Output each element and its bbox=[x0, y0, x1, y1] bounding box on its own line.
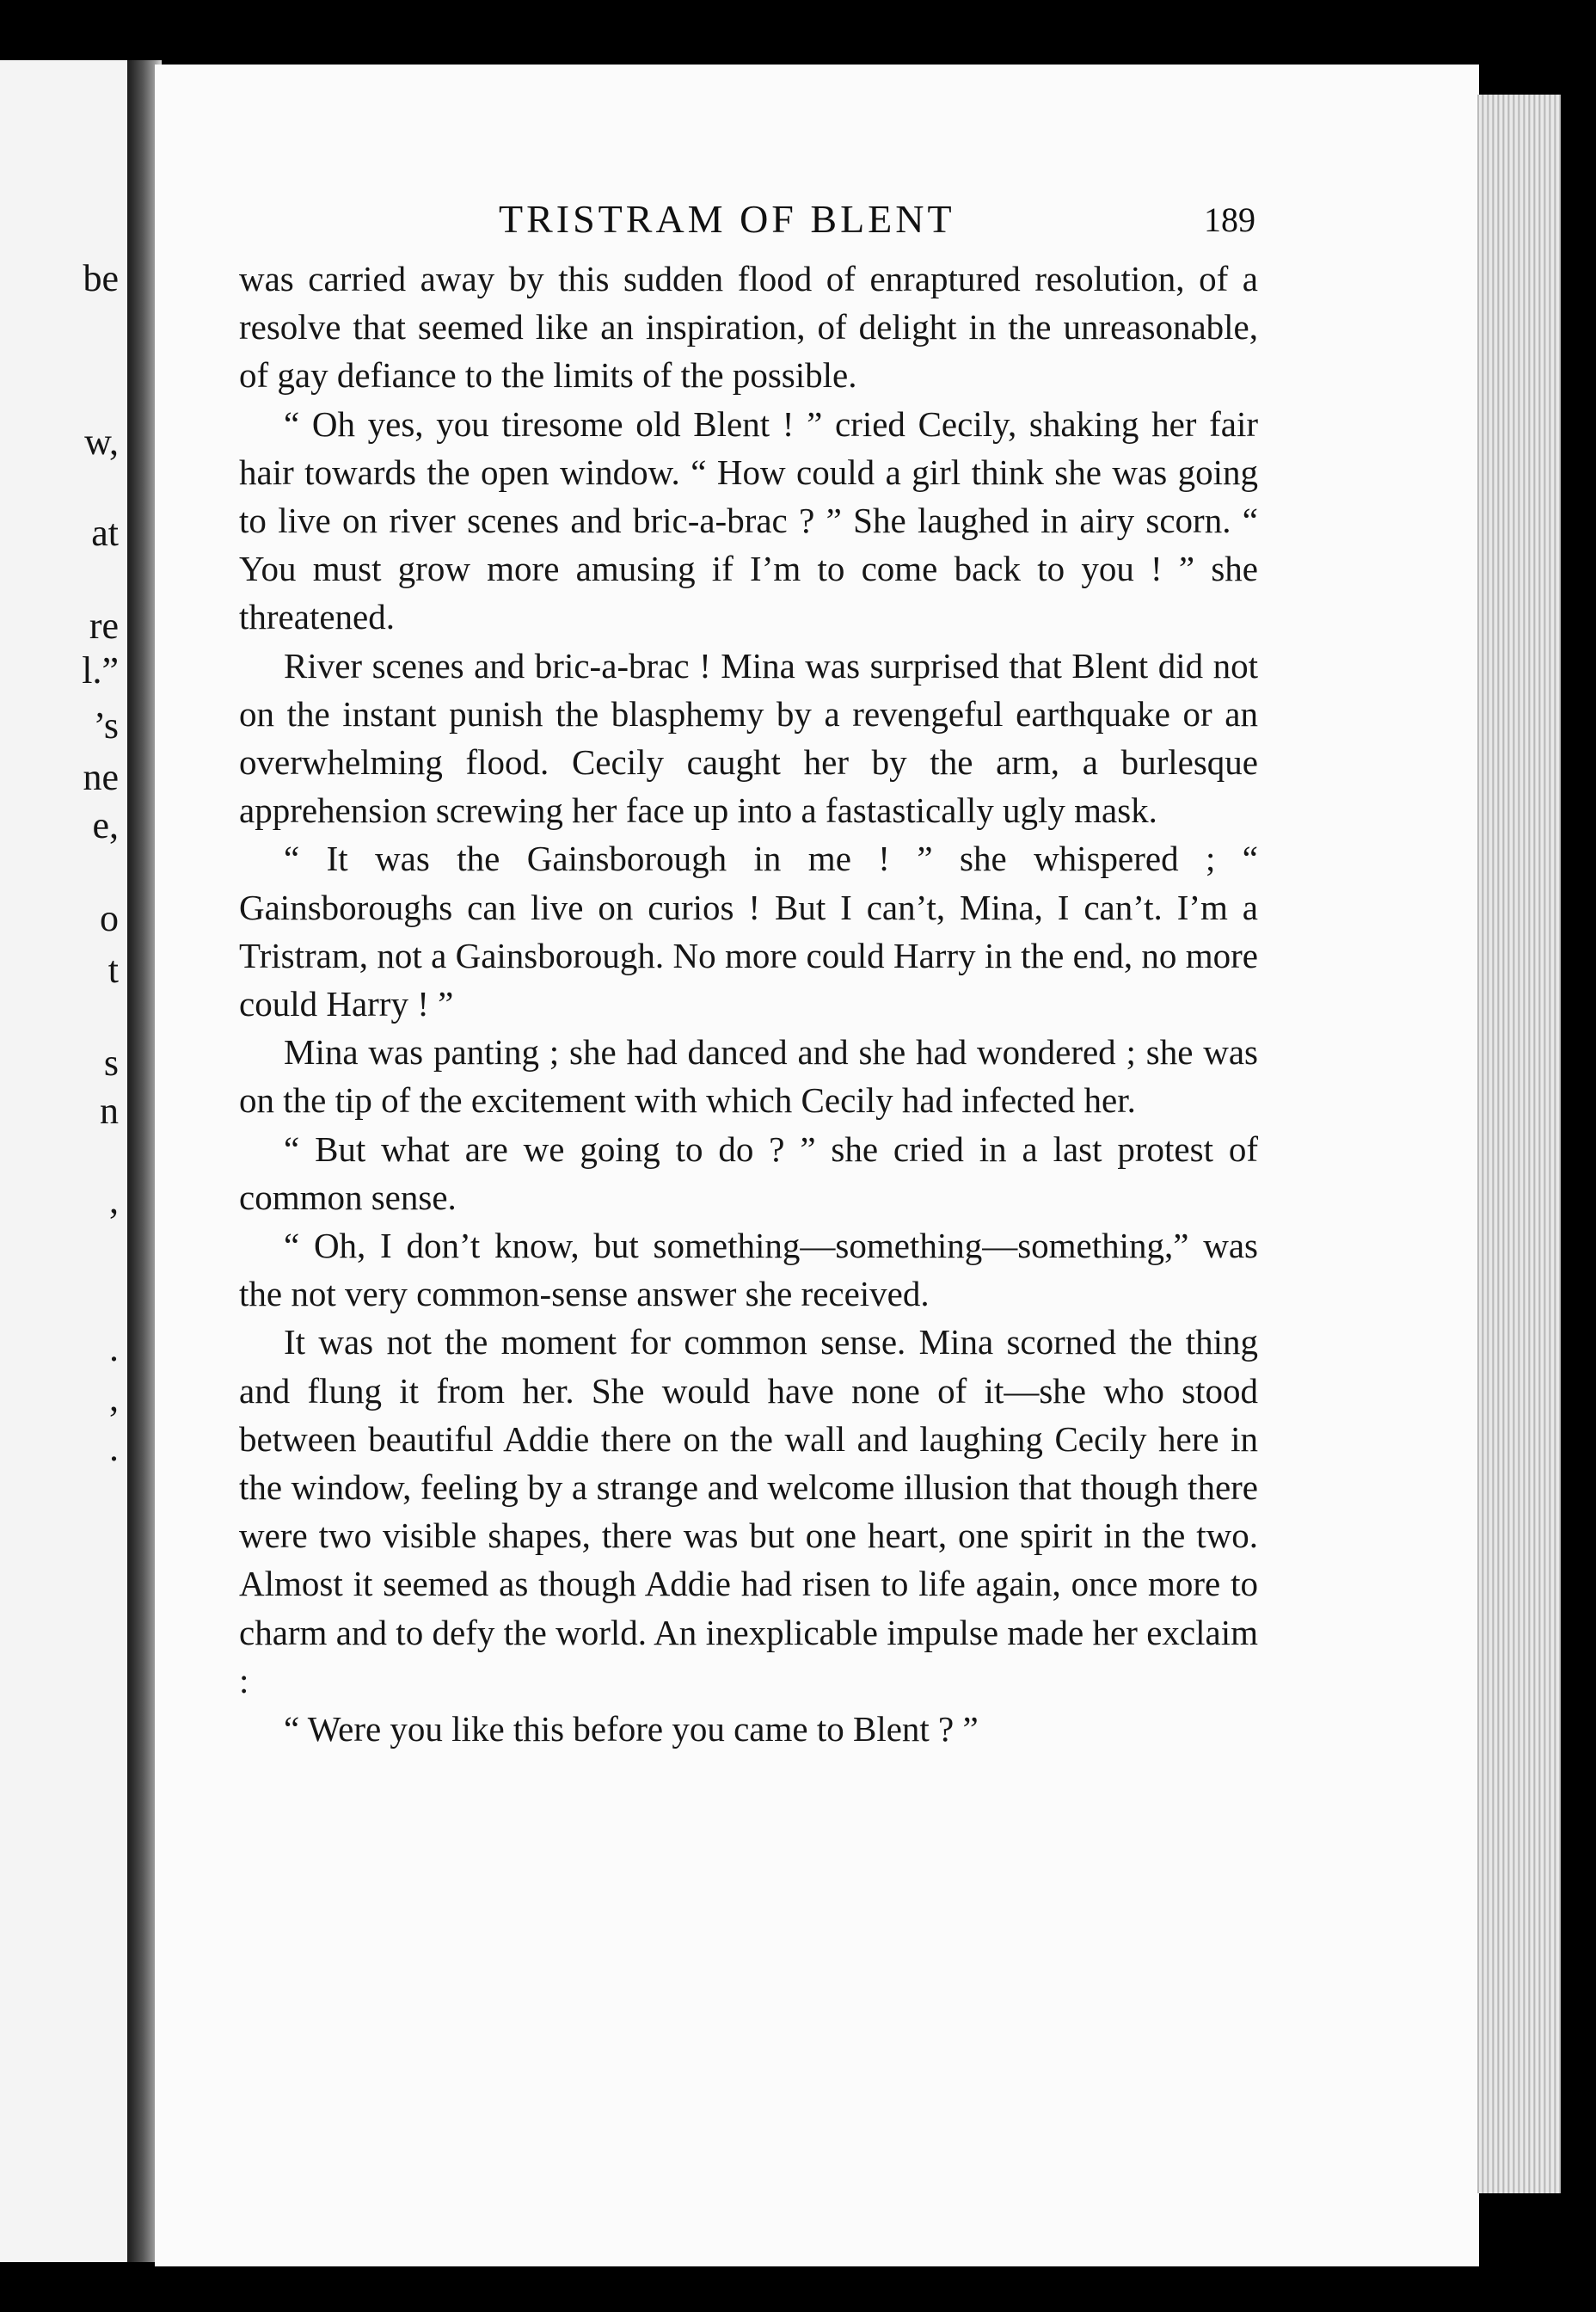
paragraph: was carried away by this sudden flood of enraptured resolution, of a resolve that seemed like an inspiration, of delight in the unreasonable, of gay defiance to the limits of the possible. bbox=[239, 259, 1258, 396]
left-page-fragment: l.” bbox=[82, 649, 119, 692]
page-number: 189 bbox=[1204, 200, 1255, 239]
left-page-fragment: . bbox=[109, 1327, 119, 1369]
paragraph: “ Oh yes, you tiresome old Blent ! ” cried Cecily, shaking her fair hair towards the open window. “ How could a girl think she was going to live on river scenes and bric-a-brac ? ” She laughed in airy scorn. “ You must grow more amusing if I’m to come back to you ! ” she threatened. bbox=[239, 403, 1258, 637]
paragraph: Mina was panting ; she had danced and she had wondered ; she was on the tip of the excitement with which Cecily had infected her. bbox=[239, 1032, 1258, 1121]
running-title: TRISTRAM OF BLENT bbox=[499, 197, 955, 241]
left-page-fragment: , bbox=[109, 1179, 119, 1221]
left-page-fragment: . bbox=[109, 1427, 119, 1469]
left-page-fragment: n bbox=[100, 1090, 119, 1132]
left-page-fragment: o bbox=[100, 897, 119, 939]
left-page-fragment: be bbox=[83, 257, 119, 299]
left-page-fragment: e, bbox=[92, 804, 119, 846]
paragraph: “ Were you like this before you came to Blent ? ” bbox=[284, 1709, 979, 1749]
left-page-fragment: w, bbox=[84, 421, 119, 463]
facing-page-left bbox=[0, 60, 132, 2262]
paragraph: It was not the moment for common sense. Mina scorned the thing and flung it from her. She would have none of it—she who stood between beautiful Addie there on the wall and laughing Cecily here in the window, feeling by a strange and welcome illusion that though there were two visible shapes, there was but one heart, one spirit in the two. Almost it seemed as though Addie had risen to life again, once more to charm and to defy the world. An inexplicable impulse made her exclaim : bbox=[239, 1322, 1258, 1700]
page-edges bbox=[1477, 95, 1561, 2193]
left-page-fragment: s bbox=[103, 1042, 119, 1084]
left-page-fragment: re bbox=[89, 605, 119, 647]
left-page-fragment: , bbox=[109, 1377, 119, 1419]
body-text bbox=[239, 255, 1258, 1753]
paragraph: River scenes and bric-a-brac ! Mina was surprised that Blent did not on the instant punish the blasphemy by a revengeful earthquake or an overwhelming flood. Cecily caught her by the arm, a burlesque apprehension screwing her face up into a fastastically ugly mask. bbox=[239, 645, 1258, 831]
left-page-fragment: t bbox=[107, 949, 119, 991]
left-page-fragment: at bbox=[91, 512, 119, 554]
paragraph: “ Oh, I don’t know, but something—something—something,” was the not very common-sense answer she received. bbox=[239, 1226, 1258, 1314]
left-page-fragment: ’s bbox=[93, 704, 119, 747]
paragraph: “ But what are we going to do ? ” she cried in a last protest of common sense. bbox=[239, 1128, 1258, 1217]
left-page-fragment: ne bbox=[83, 756, 119, 798]
paragraph: “ It was the Gainsborough in me ! ” she whispered ; “ Gainsboroughs can live on curios ! But I can’t, Mina, I can’t. I’m a Tristram, not a Gainsborough. No more could Harry in the end, no more could Harry ! ” bbox=[239, 839, 1258, 1024]
